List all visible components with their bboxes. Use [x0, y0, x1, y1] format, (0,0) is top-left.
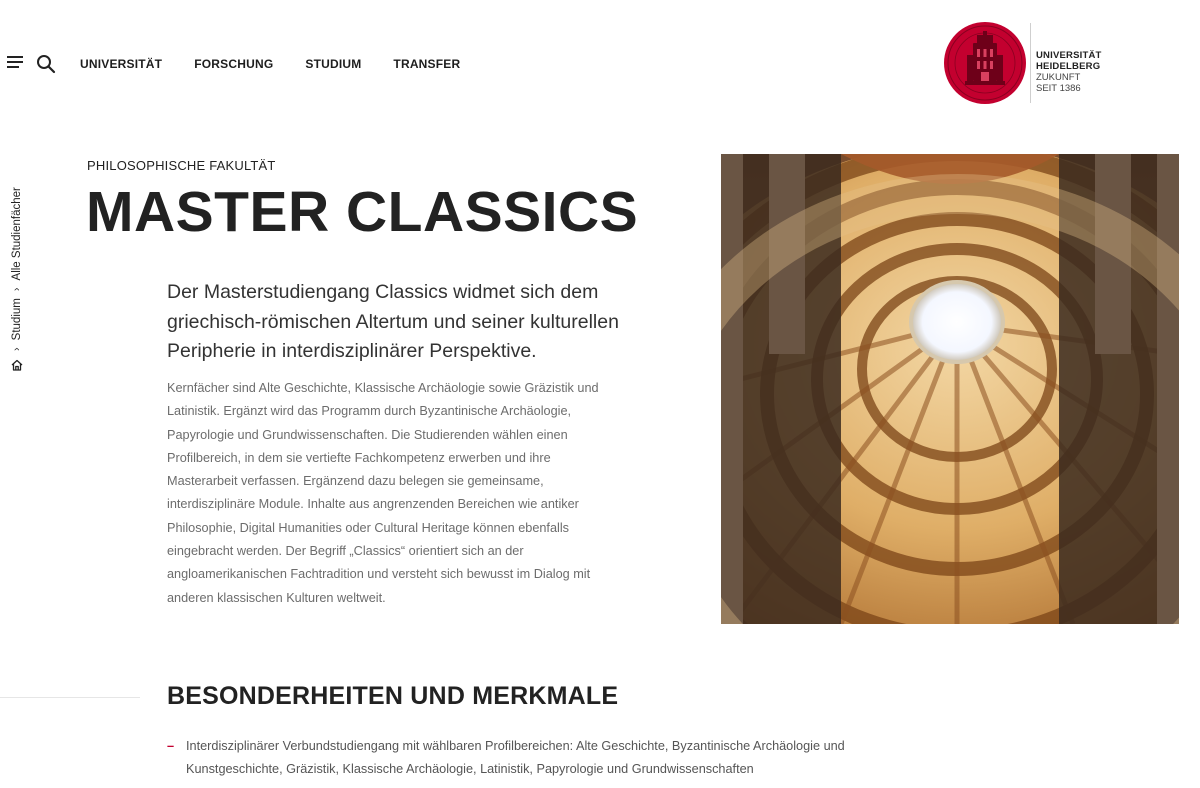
logo-wordmark: [1036, 50, 1102, 94]
logo-line-seit: SEIT 1386: [1036, 83, 1081, 94]
seal-icon: [943, 21, 1027, 105]
features-title: BESONDERHEITEN UND MERKMALE: [167, 682, 619, 710]
lead-paragraph: Der Masterstudiengang Classics widmet sich dem griechisch-römischen Altertum und seiner kulturellen Peripherie in interdisziplinärer Perspektive.: [167, 281, 619, 362]
breadcrumb-item-studium[interactable]: Studium: [11, 298, 23, 341]
logo-line-universitaet: UNIVERSITÄT: [1036, 50, 1102, 61]
logo-line-heidelberg: HEIDELBERG: [1036, 61, 1101, 72]
hero-image: [721, 154, 1179, 624]
nav-item-transfer[interactable]: TRANSFER: [393, 57, 461, 71]
nav-item-universitaet[interactable]: UNIVERSITÄT: [80, 57, 163, 71]
university-logo[interactable]: [943, 21, 1113, 105]
pantheon-dome-image: [721, 154, 1179, 624]
search-icon[interactable]: [36, 54, 56, 74]
menu-icon[interactable]: [7, 55, 25, 71]
main-nav: [80, 57, 492, 71]
body-paragraph: Kernfächer sind Alte Geschichte, Klassische Archäologie sowie Gräzistik und Latinistik. Ergänzt wird das Programm durch Byzantinische Archäologie, Papyrologie und Grundwissenschaften. Die Studierenden wählen einen Profilbereich, in dem sie vertiefte Fachkompetenz erwerben und ihre Masterarbeit verfassen. Ergänzend dazu belegen sie gemeinsame, interdisziplinäre Module. Inhalte aus angrenzenden Bereichen wie antiker Philosophie, Digital Humanities oder Cultural Heritage können ebenfalls eingebracht werden. Der Begriff „Classics“ orientiert sich an der angloamerikanischen Fachtradition und versteht sich bewusst im Dialog mit anderen klassischen Kulturen weltweit.: [167, 381, 599, 605]
chevron-right-icon: ›: [11, 347, 23, 351]
faculty-label: PHILOSOPHISCHE FAKULTÄT: [87, 158, 276, 173]
features-list: [167, 735, 887, 782]
logo-line-zukunft: ZUKUNFT: [1036, 72, 1081, 83]
breadcrumb: [10, 187, 24, 372]
home-icon[interactable]: [10, 358, 24, 372]
feature-text: Interdisziplinärer Verbundstudiengang mit wählbaren Profilbereichen: Alte Geschichte, Byzantinische Archäologie und Kunstgeschichte, Gräzistik, Klassische Archäologie, Latinistik, Papyrologie und Grundwissenschaften: [186, 739, 845, 777]
nav-item-forschung[interactable]: FORSCHUNG: [194, 57, 274, 71]
logo-divider: [1030, 23, 1031, 103]
breadcrumb-item-alle-studienfaecher[interactable]: Alle Studienfächer: [11, 187, 23, 281]
dash-bullet-icon: –: [167, 739, 175, 753]
nav-item-studium[interactable]: STUDIUM: [305, 57, 362, 71]
chevron-right-icon: ›: [11, 287, 23, 292]
page-title: MASTER CLASSICS: [86, 180, 639, 244]
section-divider: [0, 697, 140, 698]
list-item: [167, 735, 887, 782]
